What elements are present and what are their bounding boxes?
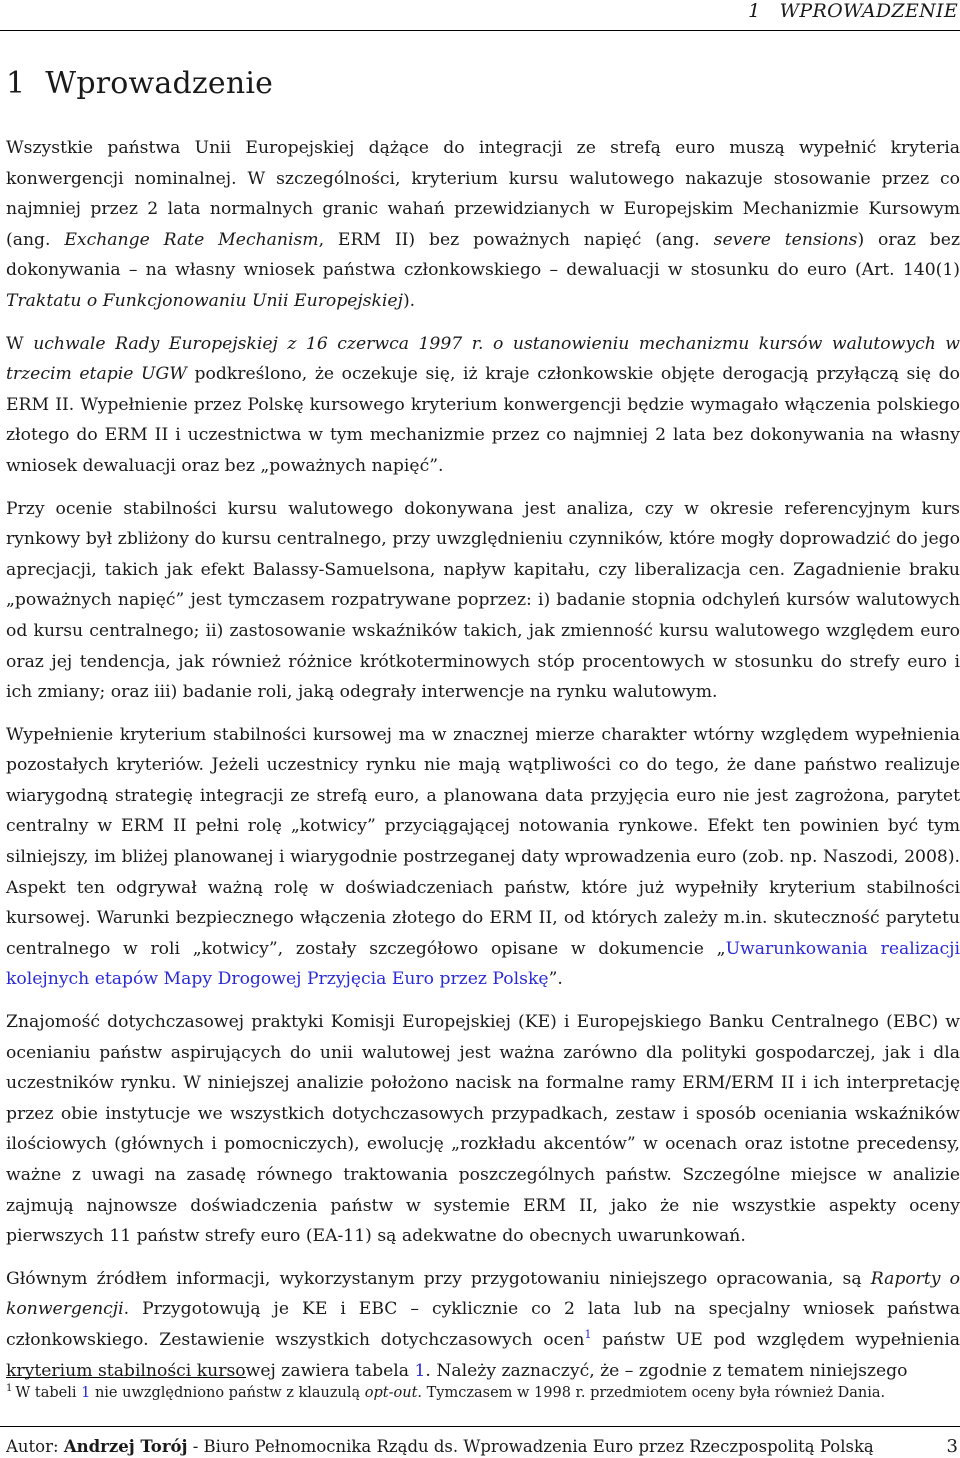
text-run: państw UE pod względem wypełnienia kryterium stabilności kursowej zawiera tabela — [6, 1329, 960, 1381]
text-run: Przy ocenie stabilności kursu walutowego dokonywana jest analiza, czy w okresie referencyjnym kurs rynkowy był zbliżony do kursu centralnego, przy uwzględnieniu czynników, które mogły doprowadzić do jego aprecjacji, takich jak efekt Balassy-Samuelsona, napływ kapitału, czy liberalizacja cen. Zagadnienie braku „poważnych napięć” jest tymczasem rozpatrywane poprzez: i) badanie stopnia odchyleń kursów walutowych od kursu centralnego; ii) zastosowanie wskaźników takich, jak zmienność kursu walutowego względem euro oraz jej tendencja, jak również różnice krótkoterminowych stóp procentowych w stosunku do strefy euro i ich zmiany; oraz iii) badanie roli, jaką odegrały interwencje na rynku walutowym. — [6, 498, 960, 703]
paragraph-1 — [6, 133, 960, 317]
document-link[interactable]: Uwarunkowania realizacji kolejnych etapów Mapy Drogowej Przyjęcia Euro przez Polskę — [6, 938, 960, 990]
text-run: nie uwzględniono państw z klauzulą — [90, 1385, 365, 1401]
text-run: ) oraz bez dokonywania – na własny wniosek państwa członkowskiego – dewaluacji w stosunku do euro (Art. 140(1) — [6, 229, 960, 281]
paragraph-4 — [6, 720, 960, 995]
footnote-rule — [6, 1377, 246, 1378]
body-text — [6, 133, 960, 1386]
text-run: W tabeli — [15, 1385, 82, 1401]
italic-title: Raporty o konwergencji — [6, 1268, 960, 1320]
footnote-number: 1 — [6, 1383, 13, 1394]
section-heading — [6, 66, 273, 101]
italic-term: opt-out — [364, 1385, 418, 1401]
footer-label: Autor: — [6, 1437, 64, 1456]
table-reference-link[interactable]: 1 — [414, 1360, 426, 1381]
footer-author: Andrzej Torój — [63, 1437, 188, 1456]
italic-title: uchwale Rady Europejskiej z 16 czerwca 1997 r. o ustanowieniu mechanizmu kursów walutowych w trzecim etapie UGW — [6, 333, 960, 385]
text-run: Wypełnienie kryterium stabilności kursowej ma w znacznej mierze charakter wtórny względem wypełnienia pozostałych kryteriów. Jeżeli uczestnicy rynku nie mają wątpliwości co do tego, że dane państwo realizuje wiarygodną strategię integracji ze strefą euro, a planowana data przyjęcia euro nie jest zagrożona, parytet centralny w ERM II pełni rolę „kotwicy” przyciągającej notowania rynkowe. Efekt ten powinien być tym silniejszy, im bliżej planowanej i wiarygodnie postrzeganej daty wprowadzenia euro (zob. np. Naszodi, 2008). Aspekt ten odgrywał ważną rolę w doświadczeniach państw, które już wypełniły kryterium stabilności kursowej. Warunki bezpiecznego włączenia złotego do ERM II, od których zależy m.in. skuteczność parytetu centralnego w roli „kotwicy”, zostały szczegółowo opisane w dokumencie „ — [6, 724, 960, 959]
italic-term: severe tensions — [713, 229, 858, 250]
page-footer — [6, 1436, 958, 1458]
header-rule — [0, 30, 960, 31]
text-run: . Należy zaznaczyć, że – zgodnie z tematem niniejszego — [425, 1360, 908, 1381]
footer-affiliation: - Biuro Pełnomocnika Rządu ds. Wprowadzenia Euro przez Rzeczpospolitą Polską — [187, 1437, 874, 1456]
table-reference-link[interactable]: 1 — [81, 1385, 91, 1401]
running-head — [748, 0, 958, 22]
footnote — [6, 1379, 960, 1403]
text-run: Głównym źródłem informacji, wykorzystanym przy przygotowaniu niniejszego opracowania, są — [6, 1268, 871, 1289]
running-head-title: WPROWADZENIE — [779, 0, 958, 22]
text-run: W — [6, 333, 34, 354]
text-run: , ERM II) bez poważnych napięć (ang. — [318, 229, 714, 250]
text-run: Znajomość dotychczasowej praktyki Komisji Europejskiej (KE) i Europejskiego Banku Centralnego (EBC) w ocenianiu państw aspirujących do unii walutowej jest ważna zarówno dla polityki gospodarczej, jak i dla uczestników rynku. W niniejszej analizie położono nacisk na formalne ramy ERM/ERM II i ich interpretację przez obie instytucje we wszystkich dotychczasowych przypadkach, zestaw i sposób oceniania wskaźników ilościowych (głównych i pomocniczych), ewolucję „rozkładu akcentów” w ocenach oraz istotne precedensy, ważne z uwagi na zasadę równego traktowania poszczególnych państw. Szczególne miejsce w analizie zajmują najnowsze doświadczenia państw w systemie ERM II, jako że nie wszystkie aspekty oceny pierwszych 11 państw strefy euro (EA-11) są adekwatne do obecnych uwarunkowań. — [6, 1012, 960, 1247]
paragraph-5 — [6, 1007, 960, 1252]
text-run: Wszystkie państwa Unii Europejskiej dążące do integracji ze strefą euro muszą wypełnić kryteria konwergencji nominalnej. W szczególności, kryterium kursu walutowego nakazuje stosowanie przez co najmniej przez 2 lata normalnych granic wahań przewidzianych w Europejskim Mechanizmie Kursowym (ang. — [6, 138, 960, 250]
footnote-reference-link[interactable]: 1 — [584, 1327, 592, 1341]
page-number: 3 — [946, 1436, 958, 1457]
text-run: ). — [402, 290, 416, 311]
running-head-number: 1 — [748, 0, 761, 22]
section-title: Wprowadzenie — [45, 66, 274, 101]
italic-term: Traktatu o Funkcjonowaniu Unii Europejskiej — [6, 290, 403, 311]
text-run: ”. — [548, 969, 563, 990]
text-run: . Przygotowują je KE i EBC – cyklicznie co 2 lata lub na specjalny wniosek państwa członkowskiego. Zestawienie wszystkich dotychczasowych ocen — [6, 1299, 960, 1350]
paragraph-6 — [6, 1264, 960, 1386]
paragraph-2 — [6, 329, 960, 482]
section-number: 1 — [6, 66, 26, 101]
paragraph-3 — [6, 494, 960, 708]
italic-term: Exchange Rate Mechanism — [64, 229, 319, 250]
text-run: podkreślono, że oczekuje się, iż kraje członkowskie objęte derogacją przyłączą się do ERM II. Wypełnienie przez Polskę kursowego kryterium konwergencji będzie wymagało włączenia polskiego złotego do ERM II i uczestnictwa w tym mechanizmie przez co najmniej 2 lata bez dokonywania na własny wniosek dewaluacji oraz bez „poważnych napięć”. — [6, 364, 960, 476]
text-run: . Tymczasem w 1998 r. przedmiotem oceny była również Dania. — [417, 1385, 886, 1401]
footer-rule — [0, 1426, 960, 1427]
